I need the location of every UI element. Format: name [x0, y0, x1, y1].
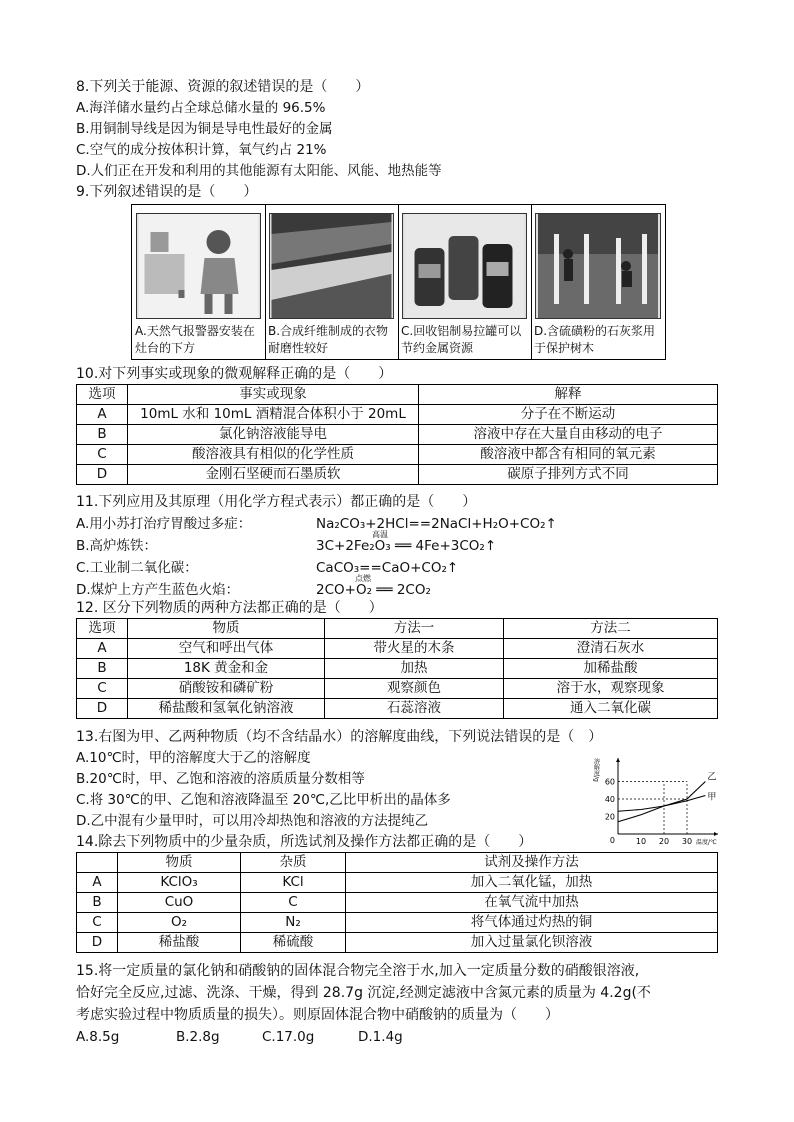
q15-option-a: A.8.5g: [76, 1029, 120, 1045]
table-row: [77, 679, 718, 699]
table-header: 杂质: [241, 853, 346, 873]
y-tick-label: 60: [604, 777, 615, 787]
q11-option-b: B.高炉炼铁：: [76, 538, 158, 554]
table-header: 物质: [118, 853, 241, 873]
table-cell: C: [77, 679, 128, 699]
table-row: [77, 445, 718, 465]
table-cell: 18K 黄金和金: [128, 659, 325, 679]
table-cell: 加入二氧化锰，加热: [346, 873, 718, 893]
q9-stem: 9.下列叙述错误的是（ ）: [76, 184, 258, 200]
table-cell: 分子在不断运动: [419, 405, 718, 425]
series-line: [618, 796, 705, 812]
table-cell: C: [77, 913, 118, 933]
aluminum-cans-photo: [402, 213, 527, 319]
table-cell: O₂: [118, 913, 241, 933]
table-row: [77, 639, 718, 659]
table-header-row: [77, 853, 718, 873]
y-axis-arrow: [616, 758, 620, 762]
q12-stem: 12. 区分下列物质的两种方法都正确的是（ ）: [76, 600, 383, 616]
series-label: 乙: [707, 772, 717, 783]
table-cell: N₂: [241, 913, 346, 933]
x-axis-label: 温度/℃: [696, 839, 717, 846]
table-cell: 稀盐酸: [118, 933, 241, 953]
q15-line-2: 恰好完全反应,过滤、洗涤、干燥，得到 28.7g 沉淀,经测定滤液中含氮元素的质量为 4.2g(不: [76, 985, 651, 1001]
table-cell: B: [77, 659, 128, 679]
table-cell: 溶于水，观察现象: [504, 679, 718, 699]
q11-equation-d: 2CO+O₂ ══ 2CO₂: [316, 582, 431, 598]
q9-picture-b: [265, 205, 399, 359]
table-cell: A: [77, 873, 118, 893]
table-row: [77, 893, 718, 913]
table-row: [77, 465, 718, 485]
table-cell: 稀盐酸和氢氧化钠溶液: [128, 699, 325, 719]
q11-equation-b: 3C+2Fe₂O₃ ══ 4Fe+3CO₂↑: [316, 538, 497, 554]
solubility-chart: [594, 752, 724, 848]
q11-condition-b: 高温: [372, 530, 388, 539]
table-cell: 硝酸铵和磷矿粉: [128, 679, 325, 699]
q13-option-a: A.10℃时，甲的溶解度大于乙的溶解度: [76, 750, 311, 766]
q11-option-a: A.用小苏打治疗胃酸过多症：: [76, 516, 252, 532]
table-cell: 加入过量氯化钡溶液: [346, 933, 718, 953]
table-cell: D: [77, 699, 128, 719]
q13-option-d: D.乙中混有少量甲时，可以用冷却热饱和溶液的方法提纯乙: [76, 813, 429, 829]
q13-option-c: C.将 30℃的甲、乙饱和溶液降温至 20℃,乙比甲析出的晶体多: [76, 792, 451, 808]
q9-picture-d: [531, 205, 665, 359]
table-header: 物质: [128, 619, 325, 639]
q9-caption-d: D.含硫磺粉的石灰浆用于保护树木: [534, 324, 656, 355]
table-cell: A: [77, 639, 128, 659]
q11-equation-a: Na₂CO₃+2HCl==2NaCl+H₂O+CO₂↑: [316, 516, 557, 532]
q9-picture-panel: [131, 204, 666, 360]
q12-table: [76, 618, 718, 719]
table-cell: D: [77, 933, 118, 953]
q9-caption-c: C.回收铝制易拉罐可以节约金属资源: [401, 324, 522, 355]
q8-option-d: D.人们正在开发和利用的其他能源有太阳能、风能、地热能等: [76, 163, 442, 179]
table-cell: KClO₃: [118, 873, 241, 893]
table-cell: 酸溶液中都含有相同的氧元素: [419, 445, 718, 465]
table-header: 事实或现象: [128, 385, 419, 405]
q9-picture-c: [398, 205, 532, 359]
table-cell: 在氧气流中加热: [346, 893, 718, 913]
q15-option-c: C.17.0g: [262, 1029, 315, 1045]
kitchen-illustration: [136, 213, 261, 319]
y-axis-label: 溶解度/g: [592, 758, 600, 782]
q9-picture-a: [132, 205, 266, 359]
table-cell: 碳原子排列方式不同: [419, 465, 718, 485]
table-row: [77, 699, 718, 719]
q10-stem: 10.对下列事实或现象的微观解释正确的是（ ）: [76, 366, 393, 382]
q15-line-1: 15.将一定质量的氯化钠和硝酸钠的固体混合物完全溶于水,加入一定质量分数的硝酸银溶液,: [76, 963, 640, 979]
table-cell: 稀硫酸: [241, 933, 346, 953]
table-cell: 酸溶液具有相似的化学性质: [128, 445, 419, 465]
x-axis-arrow: [714, 832, 718, 836]
origin-label: 0: [609, 836, 615, 845]
q13-option-b: B.20℃时，甲、乙饱和溶液的溶质质量分数相等: [76, 771, 365, 787]
table-row: [77, 405, 718, 425]
q9-caption-a: A.天然气报警器安装在灶台的下方: [135, 324, 255, 355]
table-cell: 金刚石坚硬而石墨质软: [128, 465, 419, 485]
table-cell: CuO: [118, 893, 241, 913]
tree-whitewash-photo: [535, 213, 661, 319]
q15-option-b: B.2.8g: [176, 1029, 220, 1045]
q9-caption-b: B.合成纤维制成的衣物耐磨性较好: [268, 324, 389, 355]
q15-line-3: 考虑实验过程中物质质量的损失）。则原固体混合物中硝酸钠的质量为（ ）: [76, 1007, 559, 1023]
table-header-row: [77, 619, 718, 639]
table-cell: KCl: [241, 873, 346, 893]
table-header: 解释: [419, 385, 718, 405]
table-cell: D: [77, 465, 128, 485]
q8-option-a: A.海洋储水量约占全球总储水量的 96.5%: [76, 100, 326, 116]
table-header: 方法二: [504, 619, 718, 639]
table-cell: 石蕊溶液: [325, 699, 504, 719]
table-cell: 氯化钠溶液能导电: [128, 425, 419, 445]
series-line: [618, 782, 705, 822]
q13-stem: 13.右图为甲、乙两种物质（均不含结晶水）的溶解度曲线，下列说法错误的是（ ）: [76, 729, 603, 745]
q10-table: [76, 384, 718, 485]
table-cell: 澄清石灰水: [504, 639, 718, 659]
textile-machine-photo: [269, 213, 394, 319]
table-cell: B: [77, 425, 128, 445]
table-row: [77, 425, 718, 445]
table-cell: 通入二氧化碳: [504, 699, 718, 719]
table-cell: 溶液中存在大量自由移动的电子: [419, 425, 718, 445]
table-cell: 10mL 水和 10mL 酒精混合体积小于 20mL: [128, 405, 419, 425]
q15-option-d: D.1.4g: [358, 1029, 403, 1045]
q11-option-d: D.煤炉上方产生蓝色火焰：: [76, 582, 240, 598]
q11-condition-d: 点燃: [355, 574, 371, 583]
x-tick-label: 10: [635, 837, 647, 846]
q8-option-c: C.空气的成分按体积计算，氧气约占 21%: [76, 142, 327, 158]
q14-table: [76, 852, 718, 953]
table-cell: 加热: [325, 659, 504, 679]
table-header: 试剂及操作方法: [346, 853, 718, 873]
table-cell: C: [77, 445, 128, 465]
series-label: 甲: [707, 792, 717, 803]
table-cell: 带火星的木条: [325, 639, 504, 659]
y-tick-label: 20: [604, 812, 615, 822]
q8-stem: 8.下列关于能源、资源的叙述错误的是（ ）: [76, 79, 370, 95]
table-header: 方法一: [325, 619, 504, 639]
q11-stem: 11.下列应用及其原理（用化学方程式表示）都正确的是（ ）: [76, 494, 477, 510]
table-header: [77, 853, 118, 873]
table-cell: C: [241, 893, 346, 913]
table-row: [77, 913, 718, 933]
x-tick-label: 30: [681, 837, 693, 846]
x-tick-label: 20: [658, 837, 670, 846]
table-cell: 将气体通过灼热的铜: [346, 913, 718, 933]
q8-option-b: B.用铜制导线是因为铜是导电性最好的金属: [76, 121, 333, 137]
q11-option-c: C.工业制二氧化碳：: [76, 560, 198, 576]
table-cell: 加稀盐酸: [504, 659, 718, 679]
table-header: 选项: [77, 385, 128, 405]
table-row: [77, 659, 718, 679]
table-cell: A: [77, 405, 128, 425]
y-tick-label: 40: [604, 795, 615, 804]
table-cell: B: [77, 893, 118, 913]
table-row: [77, 873, 718, 893]
table-row: [77, 933, 718, 953]
table-cell: 空气和呼出气体: [128, 639, 325, 659]
table-cell: 观察颜色: [325, 679, 504, 699]
q14-stem: 14.除去下列物质中的少量杂质，所选试剂及操作方法都正确的是（ ）: [76, 834, 533, 850]
q11-equation-c: CaCO₃==CaO+CO₂↑: [316, 560, 459, 576]
table-header-row: [77, 385, 718, 405]
table-header: 选项: [77, 619, 128, 639]
